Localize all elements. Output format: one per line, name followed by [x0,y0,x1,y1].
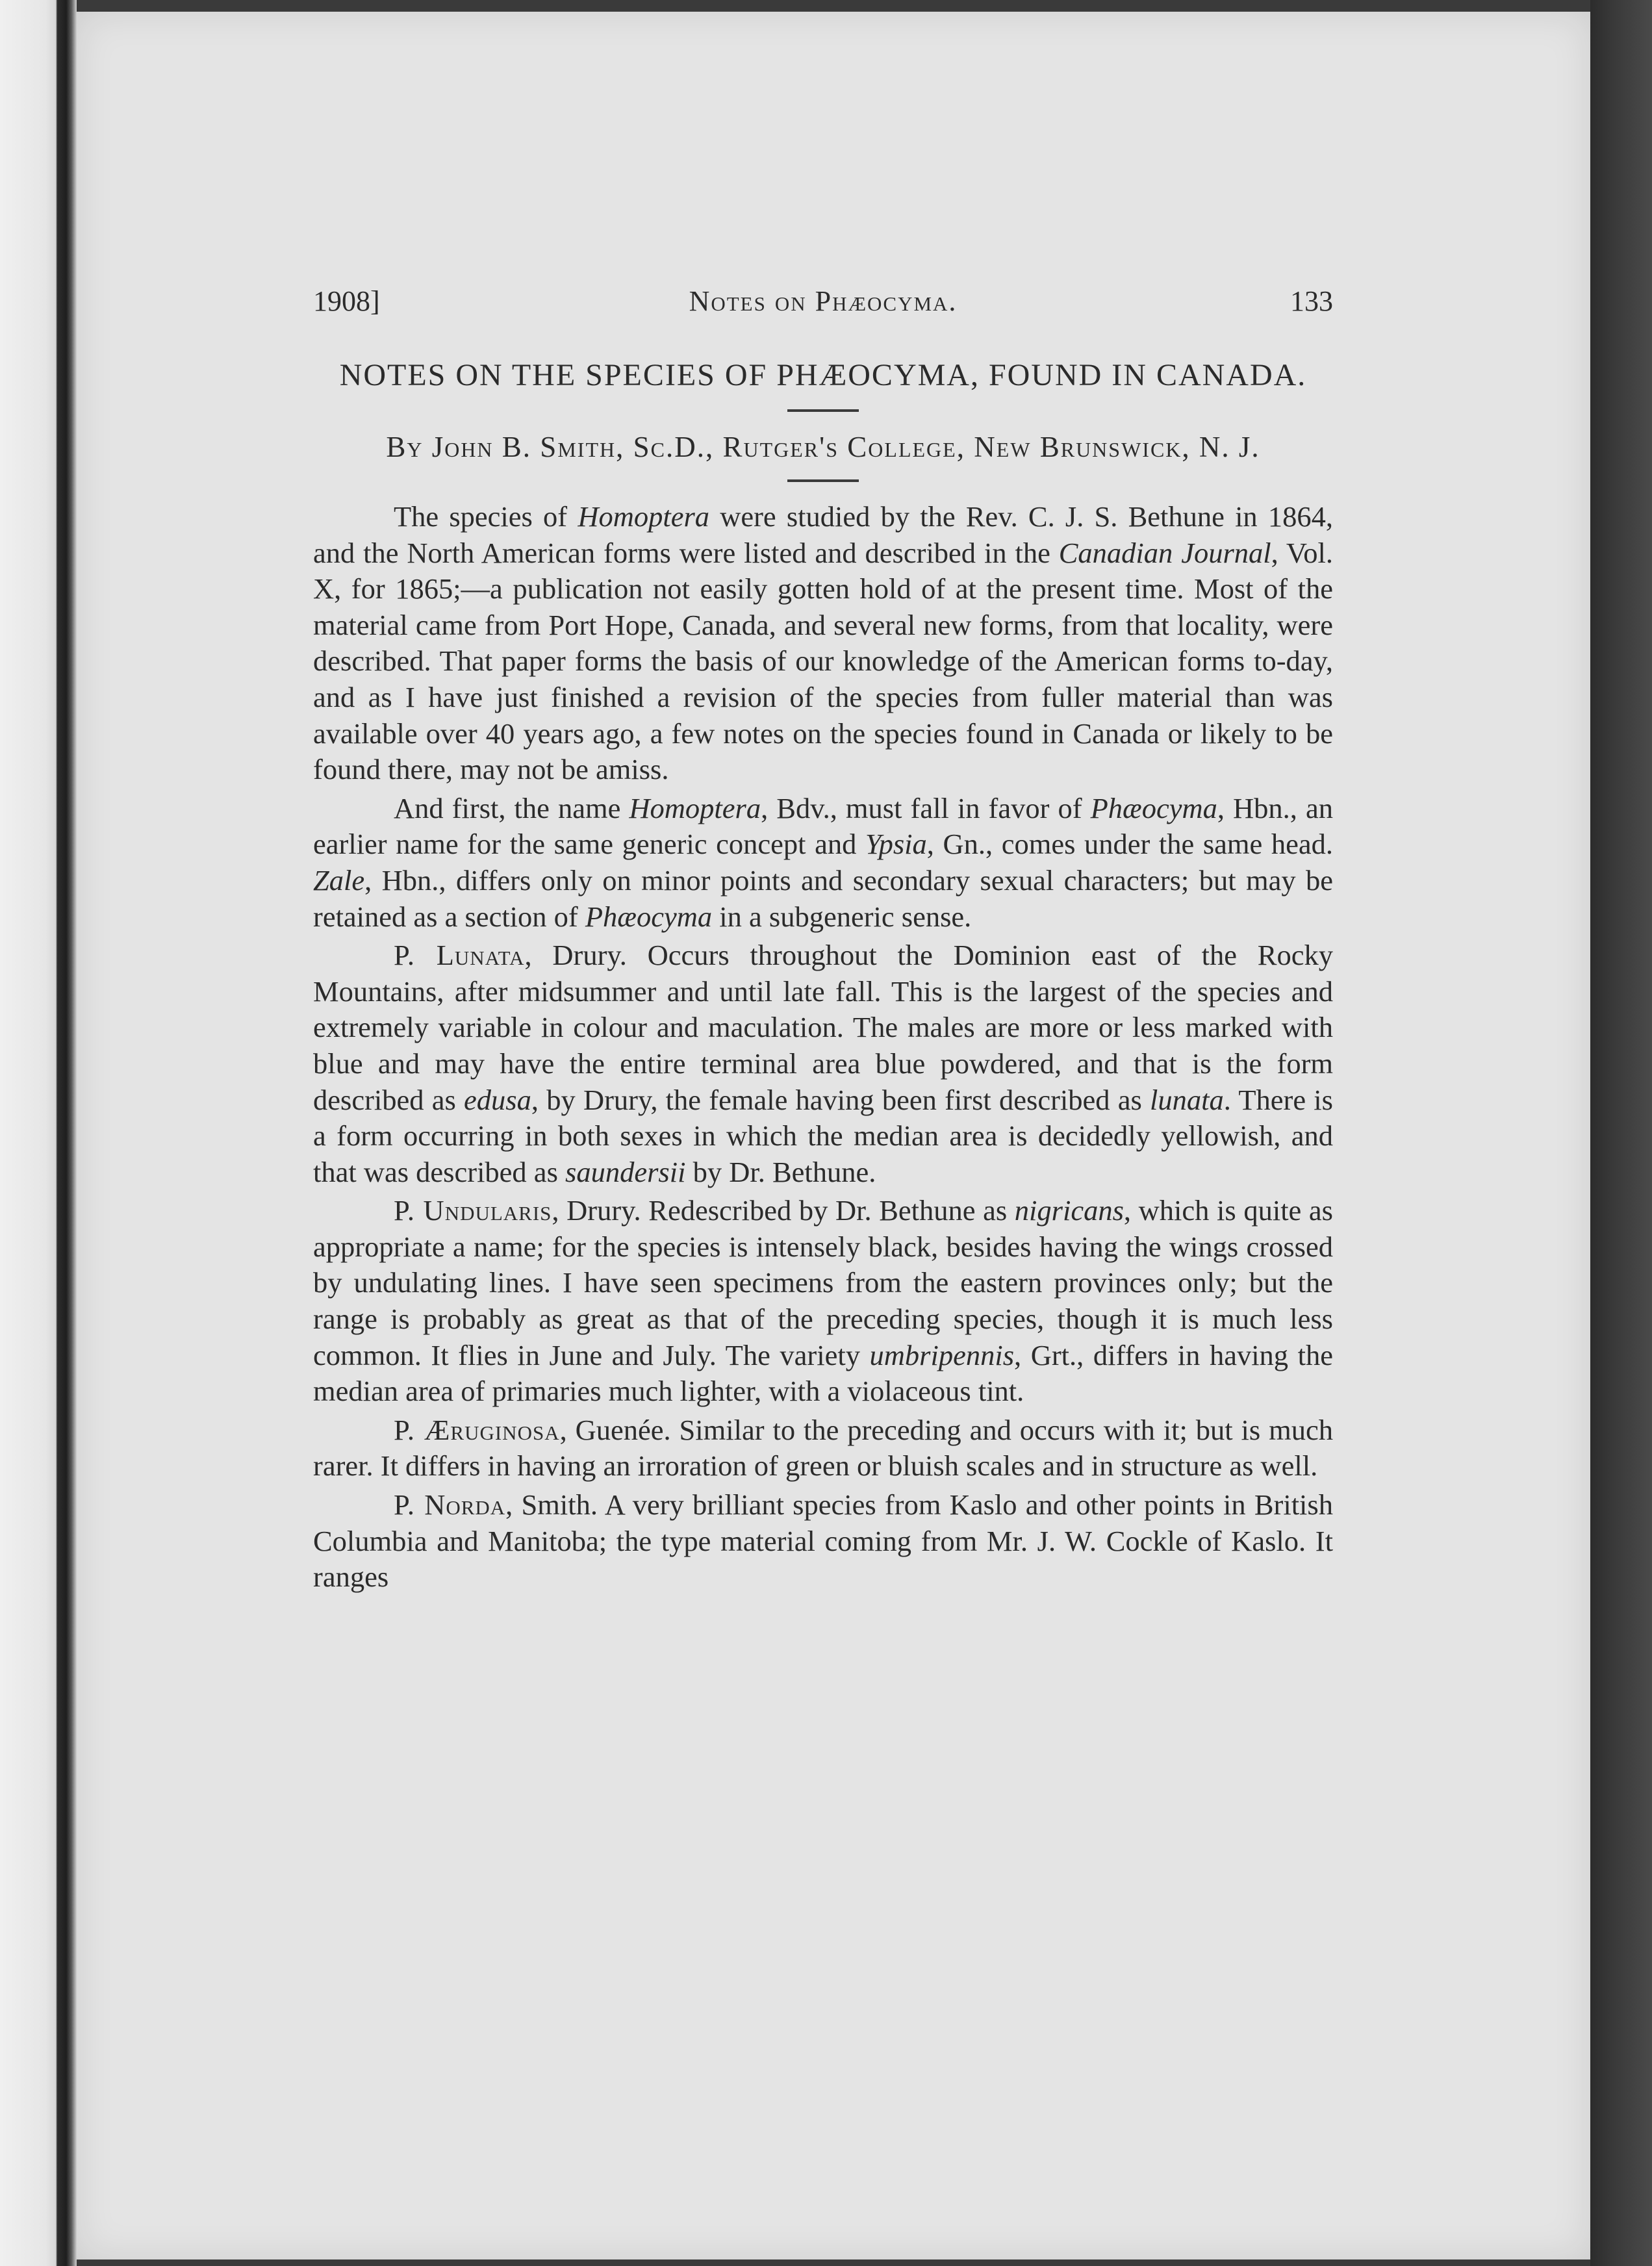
paragraph-text: , Drury. Redescribed by Dr. Bethune as [552,1194,1015,1227]
paragraph-text: , Vol. X, for 1865;—a publication not easily gotten hold of at the present time. Most of the material came from Port Hope, Canada, and several new forms, from that locality, were described. That paper forms the basis of our knowledge of the American forms to-day, and as I have just finished a revision of the species from fuller material than was available over 40 years ago, a few notes on the species found in Canada or likely to be found there, may not be amiss. [313,536,1334,786]
paragraph-text: , Bdv., must fall in favor of [761,791,1091,824]
italic-term: umbripennis [869,1338,1015,1371]
paragraph-text: , Guenée. Similar to the preceding and occurs with it; but is much rarer. It differs in having an irroration of green or bluish scales and in structure as well. [313,1413,1333,1483]
body-paragraph [313,1193,1333,1410]
species-heading: P. Norda [394,1488,506,1521]
title-divider [787,409,859,412]
author-byline: By John B. Smith, Sc.D., Rutger's College, New Brunswick, N. J. [386,431,1260,463]
species-heading: P. Undularis [394,1194,552,1227]
italic-term: edusa [464,1083,531,1116]
body-paragraph [313,499,1333,788]
byline-divider [787,479,859,482]
italic-term: Canadian Journal [1058,536,1271,569]
italic-term: Homoptera [629,791,761,824]
paragraph-text: , Hbn., differs only on minor points and secondary sexual characters; but may be retained as a section of [313,863,1333,933]
page-number: 133 [1290,285,1333,317]
body-paragraph [313,1487,1333,1596]
article-title: NOTES ON THE SPECIES OF PHÆOCYMA, FOUND IN CANADA. [339,358,1307,392]
paragraph-text: by Dr. Bethune. [685,1155,876,1188]
paragraph-text: were studied by the Rev. C. J. S. Bethune in 1864, and the North American forms were listed and described in the [313,500,1333,569]
binding-edge [0,0,77,2266]
paragraph-text: , Gn., comes under the same head. [926,828,1333,861]
paragraph-text: , Grt., differs in having the median area of primaries much lighter, with a violaceous tint. [313,1338,1333,1408]
italic-term: nigricans [1014,1194,1124,1227]
page-content [313,285,1333,1598]
body-paragraph [313,1412,1333,1484]
italic-term: Ypsia [865,828,927,861]
article-body [313,499,1333,1596]
running-head [313,285,1333,330]
paragraph-text: , by Drury, the female having been first described as [531,1083,1150,1116]
paragraph-text: , Smith. A very brilliant species from Kaslo and other points in British Columbia and Manitoba; the type material coming from Mr. J. W. Cockle of Kaslo. It ranges [313,1488,1333,1594]
species-heading: P. Æruginosa [394,1413,560,1446]
italic-term: Phæocyma [585,900,713,933]
paragraph-text: . There is a form occurring in both sexes in which the median area is decidedly yellowish, and that was described as [313,1083,1333,1188]
paragraph-text: , Hbn., an earlier name for the same generic concept and [313,791,1333,861]
paragraph-text: And first, the name [394,791,629,824]
body-paragraph [313,937,1333,1190]
body-paragraph [313,791,1333,935]
running-head-title: Notes on Phæocyma. [689,285,958,317]
species-heading: P. Lunata [394,939,525,972]
paragraph-text: in a subgeneric sense. [712,900,972,933]
italic-term: Homoptera [578,500,710,533]
italic-term: Zale [313,863,365,897]
paragraph-text: The species of [394,500,578,533]
scan-border [1590,0,1652,2266]
italic-term: lunata [1150,1083,1224,1116]
paragraph-text: , Drury. Occurs throughout the Dominion east of the Rocky Mountains, after midsummer and until late fall. This is the largest of the species and extremely variable in colour and maculation. The males are more or less marked with blue and may have the entire terminal area blue powdered, and that is the form described as [313,939,1333,1116]
running-head-year: 1908] [313,285,380,317]
paragraph-text: , which is quite as appropriate a name; for the species is intensely black, besides having the wings crossed by undulating lines. I have seen specimens from the eastern provinces only; but the range is probably as great as that of the preceding species, though it is much less common. It flies in June and July. The variety [313,1194,1333,1371]
italic-term: saundersii [565,1155,686,1188]
italic-term: Phæocyma [1090,791,1217,824]
